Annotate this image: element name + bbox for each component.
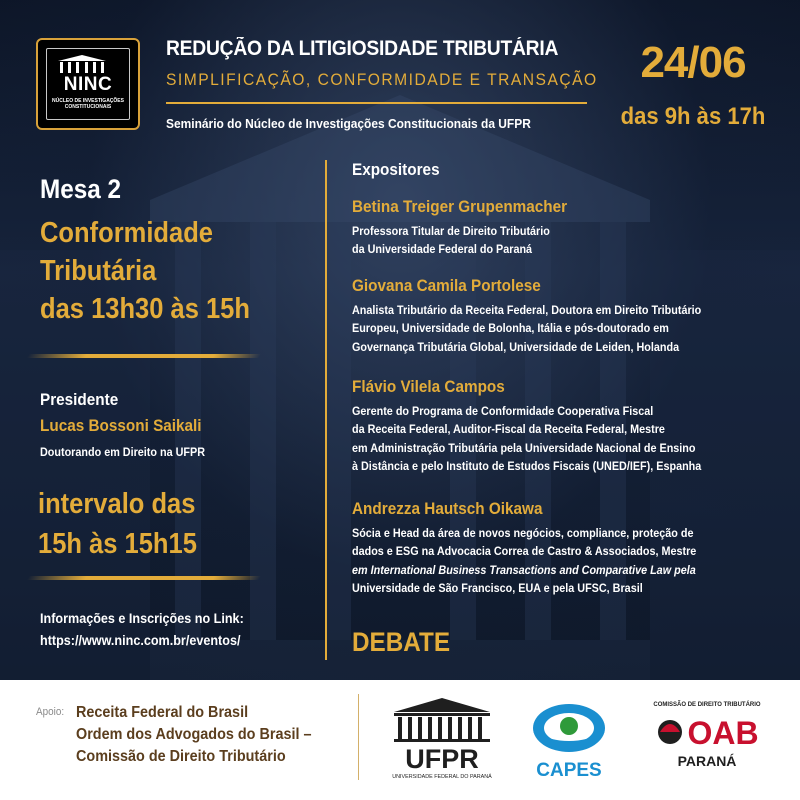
svg-text:PARANÁ: PARANÁ bbox=[677, 753, 737, 769]
header-divider bbox=[166, 102, 587, 104]
svg-text:OAB: OAB bbox=[687, 715, 759, 751]
oab-parana-logo bbox=[648, 698, 766, 782]
ninc-logo bbox=[36, 38, 140, 130]
support-label: Apoio: bbox=[36, 706, 65, 718]
panel-number: Mesa 2 bbox=[40, 174, 122, 204]
speaker-card bbox=[352, 498, 792, 598]
president-name: Lucas Bossoni Saikali bbox=[40, 416, 202, 435]
speaker-name: Giovana Camila Portolese bbox=[352, 276, 541, 295]
gold-stroke-divider bbox=[27, 576, 261, 580]
speaker-name: Betina Treiger Grupenmacher bbox=[352, 197, 568, 216]
gold-stroke-divider bbox=[27, 354, 261, 358]
ufpr-logo bbox=[388, 692, 496, 782]
building-icon bbox=[54, 54, 110, 74]
speakers-label: Expositores bbox=[352, 160, 440, 179]
speaker-card bbox=[352, 376, 792, 476]
svg-text:COMISSÃO DE DIREITO TRIBUTÁRIO: COMISSÃO DE DIREITO TRIBUTÁRIO bbox=[653, 702, 761, 708]
break-time: intervalo das 15h às 15h15 bbox=[38, 488, 197, 560]
speaker-description: Sócia e Head da área de novos negócios, compliance, proteção de dados e ESG na Advocacia Correa de Castro & Associados, Mestre em International Business Transactions and Comparative Law pela Universidade de São Francisco, EUA e pela UFSC, Brasil bbox=[352, 526, 697, 596]
seminar-text: Seminário do Núcleo de Investigações Constitucionais da UFPR bbox=[166, 116, 531, 131]
president-description: Doutorando em Direito na UFPR bbox=[40, 445, 206, 459]
registration-info: Informações e Inscrições no Link: https://www.ninc.com.br/eventos/ bbox=[40, 607, 244, 651]
column-divider bbox=[325, 160, 327, 660]
event-time: das 9h às 17h bbox=[620, 103, 766, 130]
event-date: 24/06 bbox=[640, 38, 746, 87]
event-subtitle: SIMPLIFICAÇÃO, CONFORMIDADE E TRANSAÇÃO bbox=[166, 70, 598, 89]
speaker-description: Analista Tributário da Receita Federal, Doutora em Direito Tributário Europeu, Universidade de Bolonha, Itália e pós-doutorado em Governança Tributária Global, Universidade de Leiden, Holanda bbox=[352, 303, 702, 354]
svg-text:UFPR: UFPR bbox=[405, 744, 479, 774]
svg-text:CAPES: CAPES bbox=[536, 760, 602, 781]
speaker-name: Andrezza Hautsch Oikawa bbox=[352, 499, 543, 518]
speaker-name: Flávio Vilela Campos bbox=[352, 377, 505, 396]
panel-topic: Conformidade Tributária das 13h30 às 15h bbox=[40, 217, 250, 325]
event-title: REDUÇÃO DA LITIGIOSIDADE TRIBUTÁRIA bbox=[166, 37, 559, 60]
capes-logo bbox=[523, 692, 615, 784]
sponsors-footer bbox=[0, 680, 800, 800]
logo-subtitle: NÚCLEO DE INVESTIGAÇÕES CONSTITUCIONAIS bbox=[52, 98, 124, 110]
president-label: Presidente bbox=[40, 390, 119, 409]
debate-label: DEBATE bbox=[352, 627, 451, 657]
supporters-list: Receita Federal do Brasil Ordem dos Advogados do Brasil – Comissão de Direito Tributário bbox=[76, 704, 312, 765]
footer-divider bbox=[358, 694, 359, 780]
logo-text: NINC bbox=[63, 74, 113, 95]
speaker-card bbox=[352, 196, 792, 259]
speaker-card bbox=[352, 275, 792, 356]
speaker-description: Professora Titular de Direito Tributário da Universidade Federal do Paraná bbox=[352, 224, 550, 257]
svg-text:UNIVERSIDADE FEDERAL DO PARANÁ: UNIVERSIDADE FEDERAL DO PARANÁ bbox=[392, 774, 492, 780]
speaker-description: Gerente do Programa de Conformidade Cooperativa Fiscal da Receita Federal, Auditor-Fiscal da Receita Federal, Mestre em Administração Tributária pela Universidade Nacional de Ensino à Distância e pelo Instituto de Estudos Fiscais (UNED/IEF), Espanha bbox=[352, 404, 702, 474]
registration-link: https://www.ninc.com.br/eventos/ bbox=[40, 632, 241, 648]
